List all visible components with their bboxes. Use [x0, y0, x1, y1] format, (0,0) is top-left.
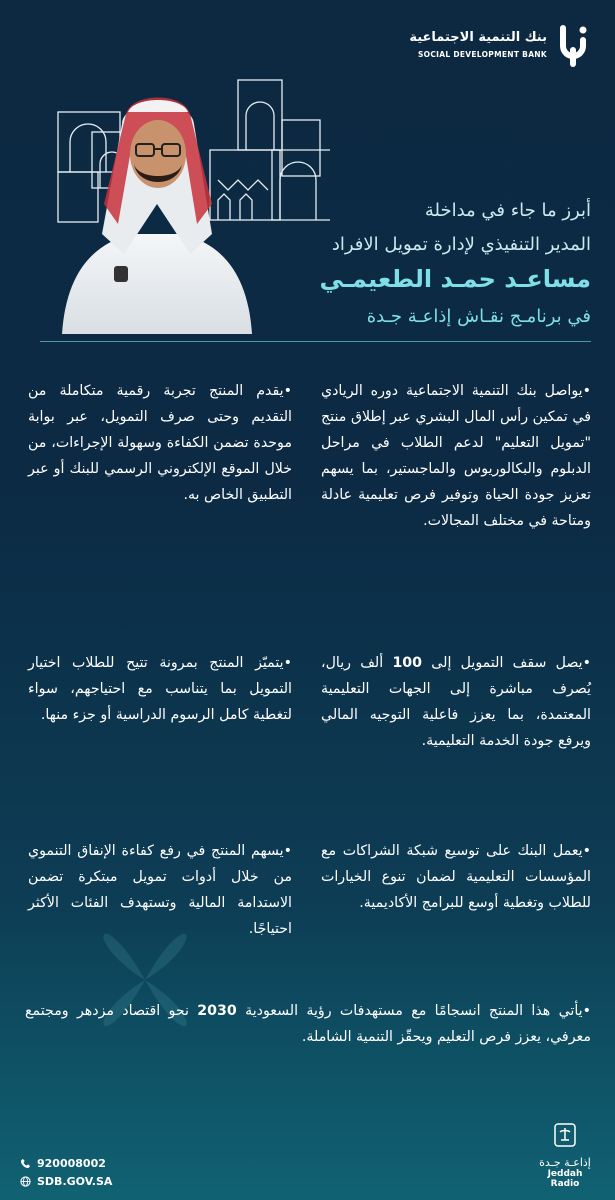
radio-name-ar: إذاعـة جـدة [539, 1156, 591, 1169]
bullet-item: •يتميّز المنتج بمرونة تتيح للطلاب اختيار التمويل بما يتناسب مع احتياجهم، سواء لتغطية كامل الرسوم الدراسية أو جزء منها. [28, 655, 292, 723]
globe-icon [20, 1176, 31, 1187]
sdb-logo [401, 24, 591, 68]
bullet-item: •يعمل البنك على توسيع شبكة الشراكات مع المؤسسات التعليمية لضمان تنوع الخيارات للطلاب وتغطية أوسع للبرامج الأكاديمية. [321, 843, 591, 911]
headline-line-1: أبرز ما جاء في مداخلة [424, 200, 591, 221]
footer-phone[interactable] [20, 1157, 106, 1170]
radio-name-en: Jeddah Radio [547, 1169, 583, 1189]
headline-program: في برنامـج نقـاش إذاعـة جـدة [366, 306, 591, 327]
speaker-name: مساعـد حمـد الطعيمـي [319, 265, 591, 293]
phone-icon [20, 1158, 31, 1169]
headline-line-2: المدير التنفيذي لإدارة تمويل الافراد [331, 234, 591, 255]
footer-website[interactable] [20, 1175, 112, 1188]
bullet-item: •يأتي هذا المنتج انسجامًا مع مستهدفات رؤية السعودية 2030 نحو اقتصاد مزدهر ومجتمع معرفي، يعزز فرص التعليم ويحقّز التنمية الشاملة. [25, 1003, 591, 1045]
bullet-item: •يواصل بنك التنمية الاجتماعية دوره الريادي في تمكين رأس المال البشري عبر إطلاق منتج "تمويل التعليم" لدعم الطلاب في مراحل الدبلوم والبكالوريوس والماجستير، بما يسهم تعزيز جودة الحياة وتوفير فرص تعليمية عادلة ومتاحة في مختلف المجالات. [321, 383, 591, 529]
speaker-portrait [62, 84, 252, 334]
bullet-item: •يقدم المنتج تجربة رقمية متكاملة من التقديم وحتى صرف التمويل، عبر بوابة موحدة تضمن الكفاءة وسهولة الإجراءات، من خلال الموقع الإلكتروني الرسمي للبنك أو عبر التطبيق الخاص به. [28, 383, 292, 503]
jeddah-radio-logo [535, 1122, 595, 1189]
radio-emblem-icon [553, 1122, 577, 1148]
website-url: SDB.GOV.SA [37, 1175, 113, 1188]
sdb-logo-mark-icon [555, 24, 591, 68]
brand-name-ar: بنك التنمية الاجتماعية [409, 30, 547, 45]
phone-number: 920008002 [37, 1157, 106, 1170]
headline-divider [40, 341, 591, 342]
bullet-item: •يسهم المنتج في رفع كفاءة الإنفاق التنموي من خلال أدوات تمويل مبتكرة تضمن الاستدامة المالية وتستهدف الفئات الأكثر احتياجًا. [28, 843, 292, 937]
brand-name-en: SOCIAL DEVELOPMENT BANK [417, 50, 547, 59]
bullet-item: •يصل سقف التمويل إلى 100 ألف ريال، يُصرف مباشرة إلى الجهات التعليمية المعتمدة، بما يعزز فاعلية التوجيه المالي ويرفع جودة الخدمة التعليمية. [321, 655, 591, 749]
